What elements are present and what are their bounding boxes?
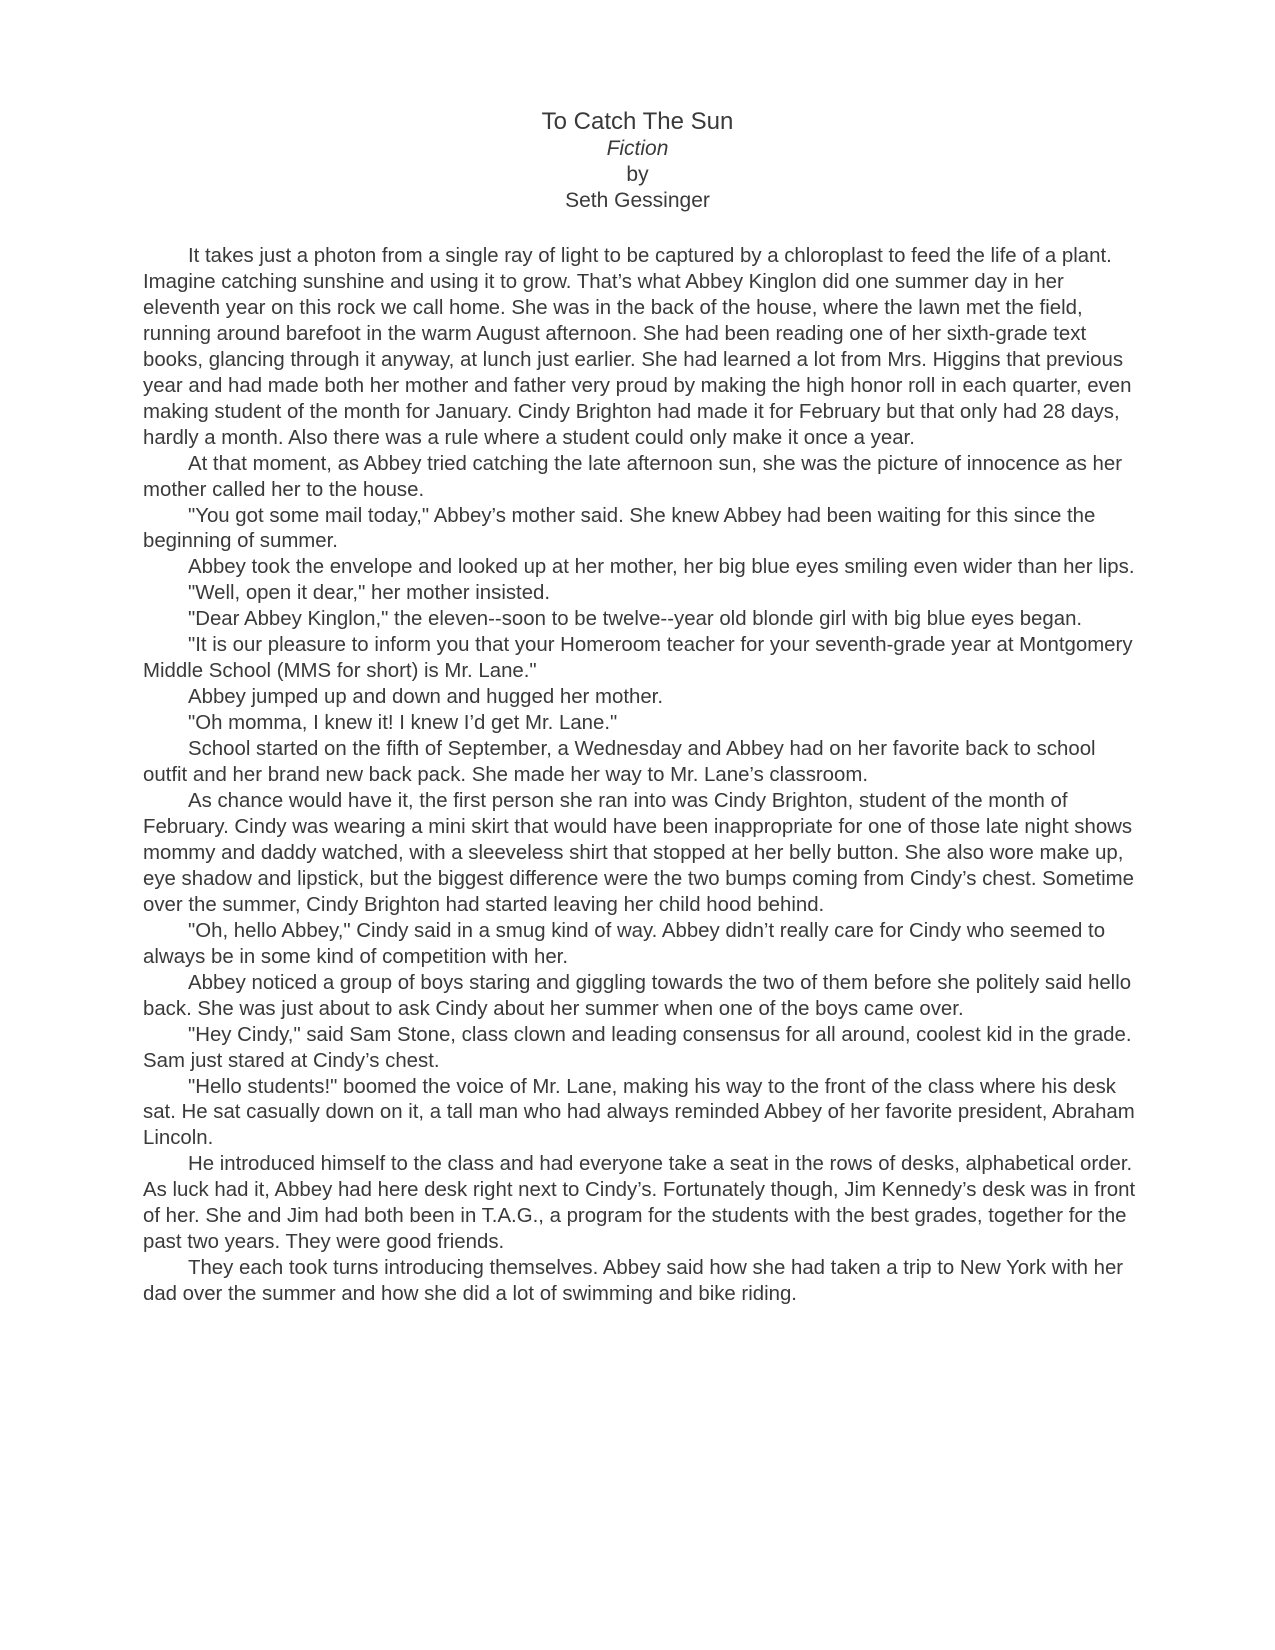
document-header <box>0 108 1275 214</box>
paragraph: Abbey noticed a group of boys staring and giggling towards the two of them before she politely said hello back. She was just about to ask Cindy about her summer when one of the boys came over. <box>143 971 1132 1020</box>
paragraph: School started on the fifth of September, a Wednesday and Abbey had on her favorite back to school outfit and her brand new back pack. She made her way to Mr. Lane’s classroom. <box>143 738 1096 787</box>
story-body <box>143 244 1138 1308</box>
paragraph: At that moment, as Abbey tried catching the late afternoon sun, she was the picture of innocence as her mother called her to the house. <box>143 452 1122 501</box>
paragraph: "It is our pleasure to inform you that your Homeroom teacher for your seventh-grade year at Montgomery Middle School (MMS for short) is Mr. Lane." <box>143 634 1133 683</box>
paragraph: "You got some mail today," Abbey’s mother said. She knew Abbey had been waiting for this since the beginning of summer. <box>143 504 1096 553</box>
document-genre: Fiction <box>606 137 669 160</box>
paragraph: Abbey took the envelope and looked up at her mother, her big blue eyes smiling even wider than her lips. <box>188 556 1135 579</box>
paragraph: They each took turns introducing themselves. Abbey said how she had taken a trip to New York with her dad over the summer and how she did a lot of swimming and bike riding. <box>143 1257 1124 1306</box>
paragraph: He introduced himself to the class and had everyone take a seat in the rows of desks, alphabetical order. As luck had it, Abbey had here desk right next to Cindy’s. Fortunately though, Jim Kennedy’s desk was in front of her. She and Jim had both been in T.A.G., a program for the students with the best grades, together for the past two years. They were good friends. <box>143 1153 1136 1254</box>
paragraph: It takes just a photon from a single ray of light to be captured by a chloroplast to feed the life of a plant. Imagine catching sunshine and using it to grow. That’s what Abbey Kinglon did one summer day in her eleventh year on this rock we call home. She was in the back of the house, where the lawn met the field, running around barefoot in the warm August afternoon. She had been reading one of her sixth-grade text books, glancing through it anyway, at lunch just earlier. She had learned a lot from Mrs. Higgins that previous year and had made both her mother and father very proud by making the high honor roll in each quarter, even making student of the month for January. Cindy Brighton had made it for February but that only had 28 days, hardly a month. Also there was a rule where a student could only make it once a year. <box>143 245 1132 449</box>
paragraph: "Oh, hello Abbey," Cindy said in a smug kind of way. Abbey didn’t really care for Cindy who seemed to always be in some kind of competition with her. <box>143 919 1106 968</box>
byline: by <box>626 163 649 186</box>
paragraph: "Well, open it dear," her mother insisted. <box>188 582 551 605</box>
paragraph: "Hello students!" boomed the voice of Mr. Lane, making his way to the front of the class where his desk sat. He sat casually down on it, a tall man who had always reminded Abbey of her favorite president, Abraham Lincoln. <box>143 1075 1135 1150</box>
document-title: To Catch The Sun <box>541 108 734 135</box>
paragraph: "Hey Cindy," said Sam Stone, class clown and leading consensus for all around, coolest kid in the grade. Sam just stared at Cindy’s chest. <box>143 1023 1132 1072</box>
paragraph: "Dear Abbey Kinglon," the eleven--soon to be twelve--year old blonde girl with big blue eyes began. <box>188 608 1083 631</box>
paragraph: "Oh momma, I knew it! I knew I’d get Mr. Lane." <box>188 712 618 735</box>
paragraph: As chance would have it, the first person she ran into was Cindy Brighton, student of the month of February. Cindy was wearing a mini skirt that would have been inappropriate for one of those late night shows mommy and daddy watched, with a sleeveless shirt that stopped at her belly button. She also wore make up, eye shadow and lipstick, but the biggest difference were the two bumps coming from Cindy’s chest. Sometime over the summer, Cindy Brighton had started leaving her child hood behind. <box>143 790 1134 916</box>
paragraph: Abbey jumped up and down and hugged her mother. <box>188 686 663 709</box>
author-name: Seth Gessinger <box>565 189 710 212</box>
